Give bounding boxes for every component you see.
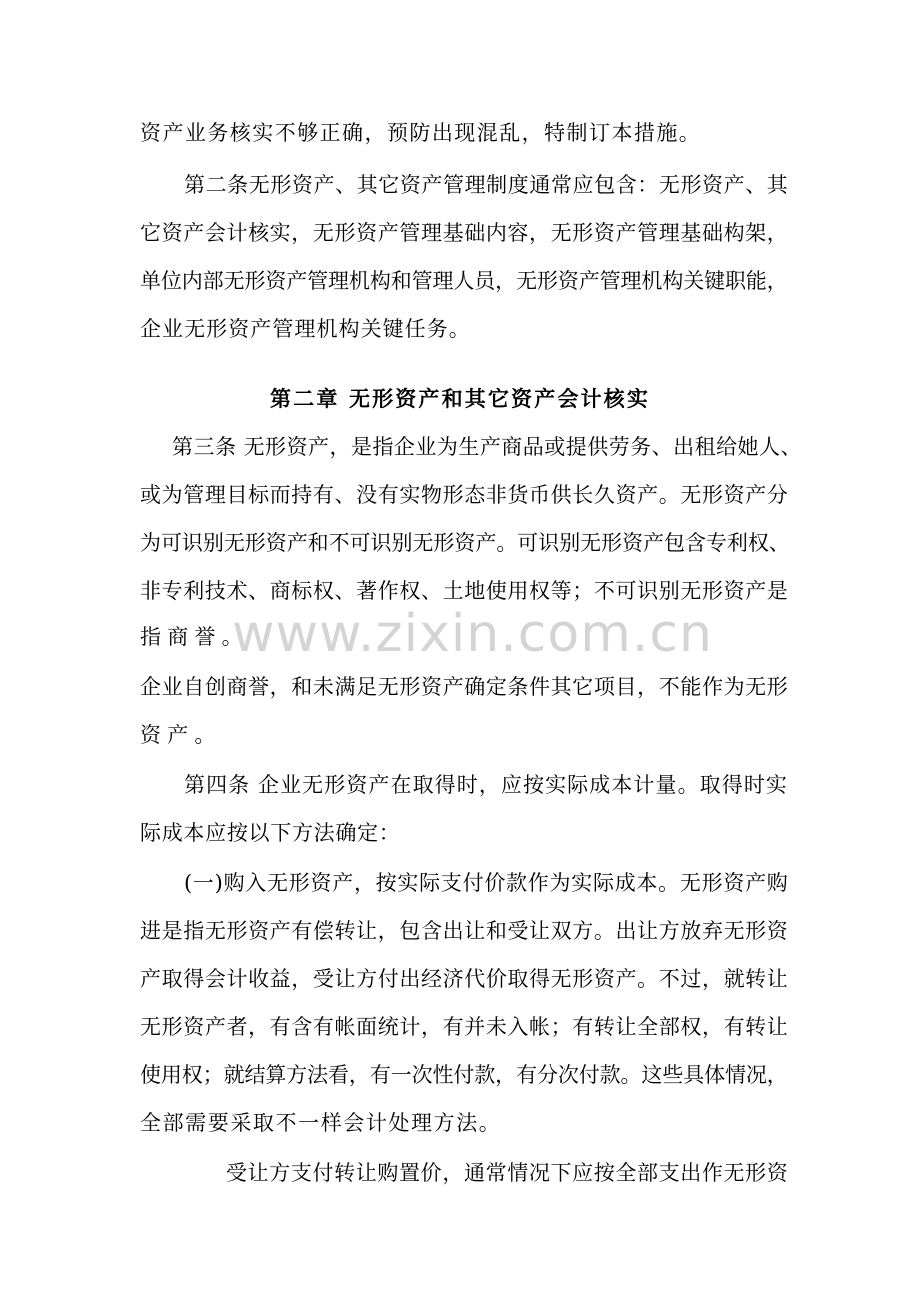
paragraph-line: 第四条 企业无形资产在取得时，应按实际成本计量。取得时实 [184, 773, 788, 797]
paragraph-line: 使用权；就结算方法看，有一次性付款，有分次付款。这些具体情况， [140, 1063, 788, 1087]
paragraph-line: 单位内部无形资产管理机构和管理人员，无形资产管理机构关键职能， [140, 269, 788, 293]
paragraph-line: (一)购入无形资产，按实际支付价款作为实际成本。无形资产购 [184, 871, 789, 895]
paragraph-line: 际成本应按以下方法确定： [140, 821, 401, 845]
paragraph-line: 无形资产者，有含有帐面统计，有并未入帐；有转让全部权，有转让 [140, 1015, 789, 1039]
paragraph-line: 企业自创商誉，和未满足无形资产确定条件其它项目，不能作为无形 [140, 675, 789, 699]
paragraph-line: 非专利技术、商标权、著作权、土地使用权等；不可识别无形资产是 [140, 579, 789, 603]
paragraph-line: 它资产会计核实，无形资产管理基础内容，无形资产管理基础构架， [140, 221, 789, 245]
paragraph-line: 产取得会计收益，受让方付出经济代价取得无形资产。不过，就转让 [140, 967, 789, 991]
chapter-heading: 第二章 无形资产和其它资产会计核实 [270, 386, 650, 411]
watermark: www.zixin.com.cn [232, 604, 713, 664]
paragraph-line: 为可识别无形资产和不可识别无形资产。可识别无形资产包含专利权、 [140, 531, 790, 555]
paragraph-line: 指商誉。 [140, 625, 249, 649]
paragraph-line: 全部需要采取不一样会计处理方法。 [140, 1111, 502, 1135]
paragraph-line: 或为管理目标而持有、没有实物形态非货币供长久资产。无形资产分 [140, 483, 789, 507]
paragraph-line: 资产。 [140, 723, 222, 747]
paragraph-line: 受让方支付转让购置价，通常情况下应按全部支出作无形资 [226, 1161, 789, 1185]
paragraph-line: 企业无形资产管理机构关键任务。 [140, 317, 471, 341]
paragraph-line: 第三条 无形资产，是指企业为生产商品或提供劳务、出租给她人、 [172, 435, 802, 459]
paragraph-line: 资产业务核实不够正确，预防出现混乱，特制订本措施。 [140, 121, 702, 145]
paragraph-line: 第二条无形资产、其它资产管理制度通常应包含：无形资产、其 [184, 173, 789, 197]
paragraph-line: 进是指无形资产有偿转让，包含出让和受让双方。出让方放弃无形资 [140, 919, 789, 943]
